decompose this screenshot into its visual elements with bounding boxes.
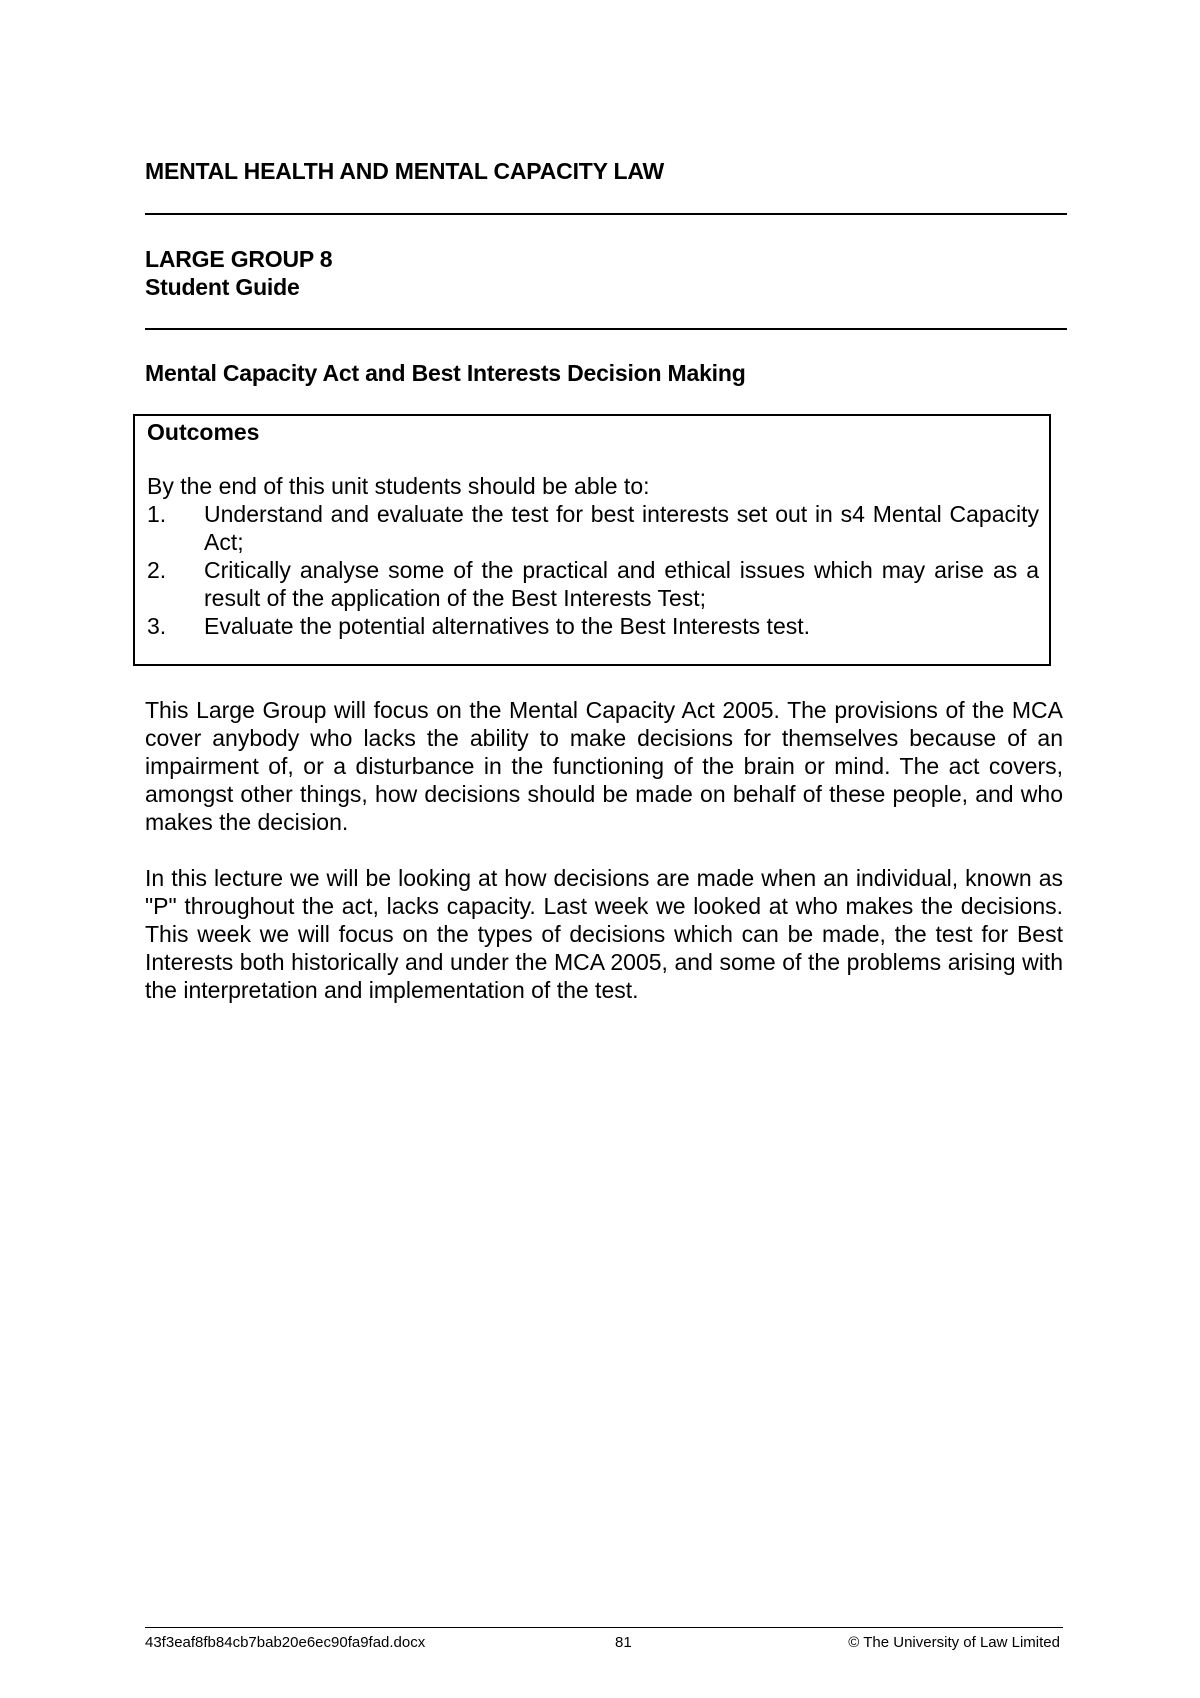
course-title: MENTAL HEALTH AND MENTAL CAPACITY LAW xyxy=(145,158,665,184)
footer-divider xyxy=(145,1627,1063,1628)
outcome-number: 2. xyxy=(147,557,167,583)
outcomes-title: Outcomes xyxy=(147,419,260,445)
outcome-item xyxy=(147,612,1039,640)
footer-copyright: © The University of Law Limited xyxy=(848,1634,1060,1651)
outcome-text: Critically analyse some of the practical and ethical issues which may arise as a result of the application of the Best Interests Test; xyxy=(204,557,1039,611)
footer-page-number: 81 xyxy=(615,1634,632,1651)
outcomes-list xyxy=(147,500,1039,640)
outcome-item xyxy=(147,556,1039,612)
header-divider-top xyxy=(145,213,1067,215)
outcome-number: 1. xyxy=(147,501,167,527)
unit-heading: Mental Capacity Act and Best Interests Decision Making xyxy=(145,360,746,386)
outcome-item xyxy=(147,500,1039,556)
outcome-text: Understand and evaluate the test for best interests set out in s4 Mental Capacity Act; xyxy=(204,501,1039,555)
outcomes-intro: By the end of this unit students should be able to: xyxy=(147,473,650,499)
footer-filename: 43f3eaf8fb84cb7bab20e6ec90fa9fad.docx xyxy=(145,1634,426,1651)
header-divider-bottom xyxy=(145,328,1067,330)
body-paragraph: In this lecture we will be looking at how decisions are made when an individual, known as "P" throughout the act, lacks capacity. Last week we looked at who makes the decisions. This week we will focus on the types of decisions which can be made, the test for Best Interests both historically and under the MCA 2005, and some of the problems arising with the interpretation and implementation of the test. xyxy=(145,865,1063,1003)
outcomes-box xyxy=(133,414,1051,666)
guide-label: Student Guide xyxy=(145,274,300,300)
outcome-number: 3. xyxy=(147,613,167,639)
group-label: LARGE GROUP 8 xyxy=(145,246,333,272)
body-paragraph: This Large Group will focus on the Mental Capacity Act 2005. The provisions of the MCA cover anybody who lacks the ability to make decisions for themselves because of an impairment of, or a disturbance in the functioning of the brain or mind. The act covers, amongst other things, how decisions should be made on behalf of these people, and who makes the decision. xyxy=(145,697,1063,835)
outcome-text: Evaluate the potential alternatives to the Best Interests test. xyxy=(204,613,811,639)
